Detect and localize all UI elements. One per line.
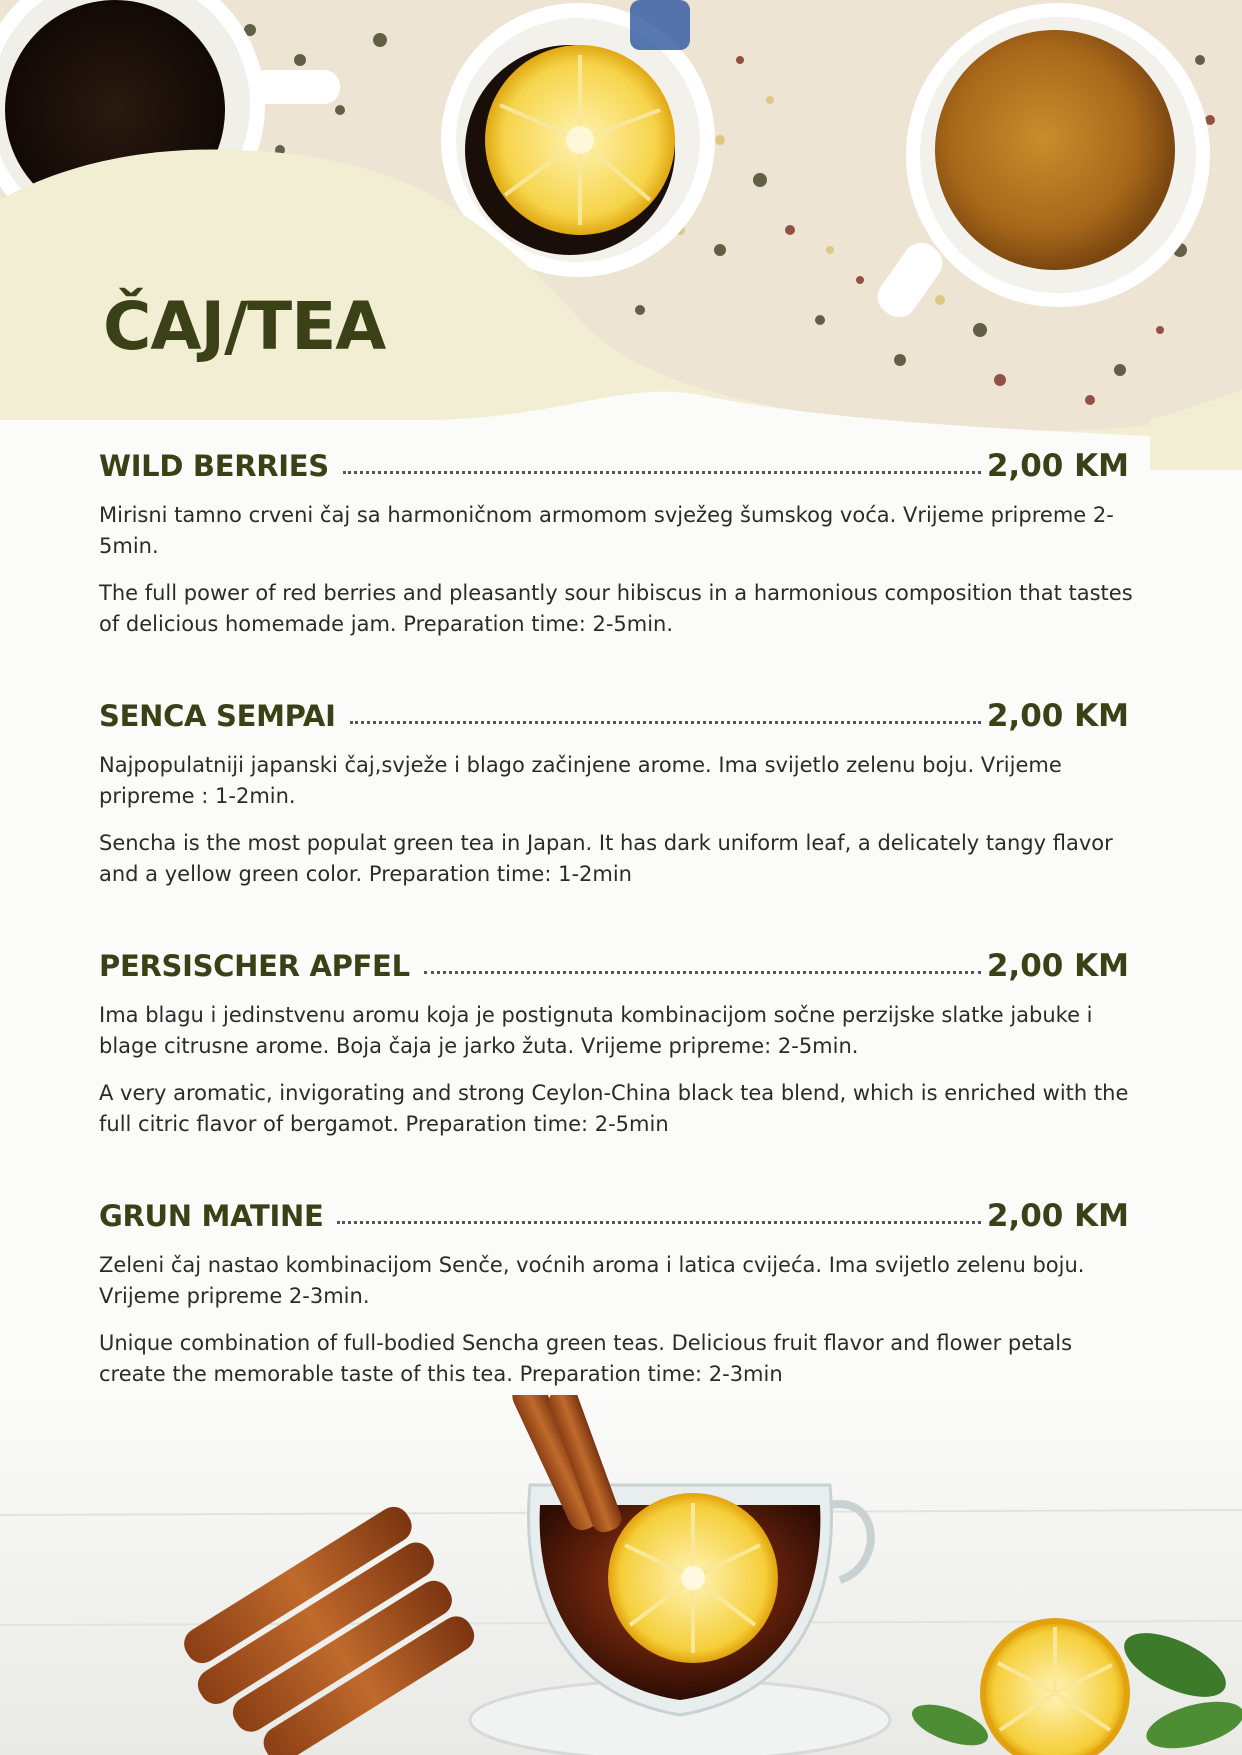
menu-item-persischer-apfel bbox=[99, 948, 1129, 1140]
dot-leader bbox=[424, 968, 981, 974]
menu-item-description-english: Sencha is the most populat green tea in Japan. It has dark uniform leaf, a delicately tangy flavor and a yellow green color. Preparation time: 1-2min bbox=[99, 831, 1113, 886]
tea-menu bbox=[99, 448, 1133, 1448]
dot-leader bbox=[343, 468, 981, 474]
menu-item-description-local: Mirisni tamno crveni čaj sa harmoničnom armomom svježeg šumskog voća. Vrijeme pripreme 2-5min. bbox=[99, 503, 1114, 558]
menu-item-name: SENCA SEMPAI bbox=[99, 699, 336, 733]
dot-leader bbox=[337, 1218, 980, 1224]
menu-item-price: 2,00 KM bbox=[986, 448, 1129, 484]
menu-item-description-local: Najpopulatniji japanski čaj,svježe i blago začinjene arome. Ima svijetlo zelenu boju. Vrijeme pripreme : 1-2min. bbox=[99, 753, 1062, 808]
menu-item-description-english: Unique combination of full-bodied Sencha green teas. Delicious fruit flavor and flower petals create the memorable taste of this tea. Preparation time: 2-3min bbox=[99, 1331, 1073, 1386]
menu-item-price: 2,00 KM bbox=[986, 698, 1129, 734]
menu-item-description-english: The full power of red berries and pleasantly sour hibiscus in a harmonious composition that tastes of delicious homemade jam. Preparation time: 2-5min. bbox=[99, 581, 1133, 636]
tea-cups-photo bbox=[0, 0, 1242, 470]
menu-item-name: GRUN MATINE bbox=[99, 1199, 324, 1233]
tea-glass-photo bbox=[0, 1395, 1242, 1755]
menu-item-header bbox=[99, 948, 1129, 994]
menu-item-name: WILD BERRIES bbox=[99, 449, 329, 483]
menu-item-name: PERSISCHER APFEL bbox=[99, 949, 410, 983]
menu-item-description-local: Zeleni čaj nastao kombinacijom Senče, voćnih aroma i latica cvijeća. Ima svijetlo zelenu boju. Vrijeme pripreme 2-3min. bbox=[99, 1253, 1085, 1308]
menu-item-price: 2,00 KM bbox=[986, 948, 1129, 984]
dot-leader bbox=[350, 718, 981, 724]
menu-item-senca-sempai bbox=[99, 698, 1129, 890]
menu-item-header bbox=[99, 448, 1129, 494]
menu-item-price: 2,00 KM bbox=[986, 1198, 1129, 1234]
menu-item-header bbox=[99, 1198, 1129, 1244]
page-title: ČAJ/TEA bbox=[103, 288, 386, 365]
menu-item-wild-berries bbox=[99, 448, 1133, 640]
menu-item-description-english: A very aromatic, invigorating and strong Ceylon-China black tea blend, which is enriched with the full citric flavor of bergamot. Preparation time: 2-5min bbox=[99, 1081, 1129, 1136]
menu-item-description-local: Ima blagu i jedinstvenu aromu koja je postignuta kombinacijom sočne perzijske slatke jabuke i blage citrusne arome. Boja čaja je jarko žuta. Vrijeme pripreme: 2-5min. bbox=[99, 1003, 1093, 1058]
menu-item-header bbox=[99, 698, 1129, 744]
menu-item-grun-matine bbox=[99, 1198, 1129, 1390]
